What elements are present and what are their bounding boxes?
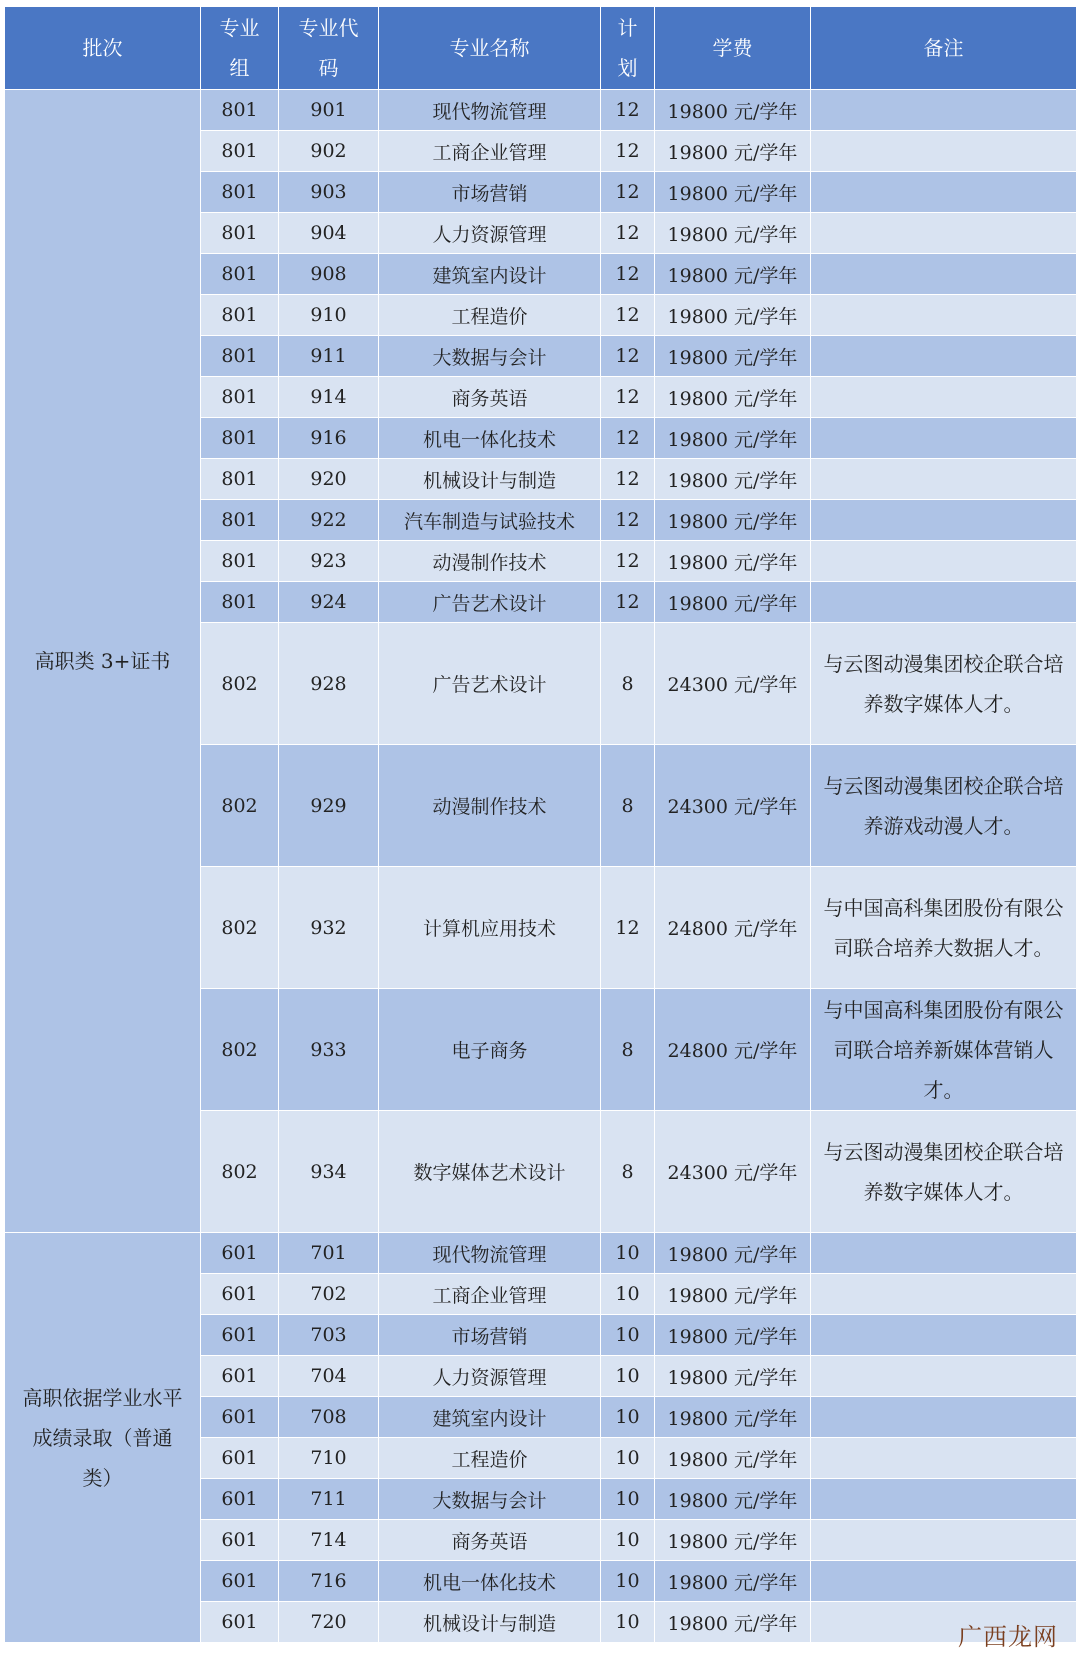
plan-cell: 10 (601, 1274, 655, 1315)
header-fee: 学费 (655, 7, 811, 90)
fee-cell: 19800 元/学年 (655, 1356, 811, 1397)
note-cell (811, 295, 1077, 336)
major-name-cell: 现代物流管理 (379, 1233, 601, 1274)
watermark-logo (958, 1617, 1058, 1652)
plan-cell: 12 (601, 295, 655, 336)
plan-cell: 12 (601, 131, 655, 172)
admission-table (4, 6, 1077, 1643)
code-cell: 901 (279, 90, 379, 131)
major-name-cell: 机电一体化技术 (379, 1561, 601, 1602)
major-name-cell: 工商企业管理 (379, 131, 601, 172)
fee-cell: 19800 元/学年 (655, 1233, 811, 1274)
major-name-cell: 建筑室内设计 (379, 254, 601, 295)
plan-cell: 12 (601, 459, 655, 500)
group-cell: 601 (201, 1274, 279, 1315)
group-cell: 802 (201, 867, 279, 989)
major-name-cell: 大数据与会计 (379, 336, 601, 377)
fee-cell: 19800 元/学年 (655, 1479, 811, 1520)
header-plan-line1: 计 (617, 16, 638, 40)
watermark-text: 广西龙网 (958, 1623, 1058, 1651)
note-cell (811, 1397, 1077, 1438)
note-cell (811, 336, 1077, 377)
fee-cell: 19800 元/学年 (655, 1438, 811, 1479)
note-cell (811, 418, 1077, 459)
plan-cell: 12 (601, 867, 655, 989)
code-cell: 923 (279, 541, 379, 582)
header-code-line2: 码 (318, 56, 339, 80)
group-cell: 801 (201, 295, 279, 336)
plan-cell: 12 (601, 500, 655, 541)
plan-cell: 8 (601, 623, 655, 745)
group-cell: 802 (201, 1111, 279, 1233)
header-code (279, 7, 379, 90)
note-cell (811, 582, 1077, 623)
major-name-cell: 动漫制作技术 (379, 541, 601, 582)
major-name-cell: 市场营销 (379, 172, 601, 213)
code-cell: 910 (279, 295, 379, 336)
code-cell: 711 (279, 1479, 379, 1520)
major-name-cell: 机电一体化技术 (379, 418, 601, 459)
batch-cell-academic-level: 高职依据学业水平成绩录取（普通类） (5, 1233, 201, 1643)
fee-cell: 19800 元/学年 (655, 459, 811, 500)
fee-cell: 19800 元/学年 (655, 254, 811, 295)
plan-cell: 8 (601, 1111, 655, 1233)
note-cell (811, 1356, 1077, 1397)
code-cell: 934 (279, 1111, 379, 1233)
fee-cell: 19800 元/学年 (655, 582, 811, 623)
note-cell (811, 90, 1077, 131)
group-cell: 601 (201, 1602, 279, 1643)
note-cell (811, 1520, 1077, 1561)
code-cell: 922 (279, 500, 379, 541)
major-name-cell: 人力资源管理 (379, 213, 601, 254)
note-cell (811, 131, 1077, 172)
major-name-cell: 人力资源管理 (379, 1356, 601, 1397)
header-plan-line2: 划 (617, 56, 638, 80)
fee-cell: 19800 元/学年 (655, 1561, 811, 1602)
major-name-cell: 电子商务 (379, 989, 601, 1111)
note-cell (811, 459, 1077, 500)
plan-cell: 10 (601, 1438, 655, 1479)
group-cell: 601 (201, 1479, 279, 1520)
header-name: 专业名称 (379, 7, 601, 90)
note-cell (811, 1315, 1077, 1356)
note-text: 与中国高科集团股份有限公司联合培养新媒体营销人才。 (823, 997, 1064, 1102)
plan-cell: 10 (601, 1479, 655, 1520)
note-cell (811, 213, 1077, 254)
fee-cell: 19800 元/学年 (655, 131, 811, 172)
group-cell: 601 (201, 1438, 279, 1479)
code-cell: 703 (279, 1315, 379, 1356)
header-note: 备注 (811, 7, 1077, 90)
note-text: 与云图动漫集团校企联合培养数字媒体人才。 (823, 651, 1064, 716)
major-name-cell: 商务英语 (379, 377, 601, 418)
group-cell: 601 (201, 1561, 279, 1602)
group-cell: 801 (201, 377, 279, 418)
group-cell: 801 (201, 172, 279, 213)
fee-cell: 19800 元/学年 (655, 541, 811, 582)
code-cell: 914 (279, 377, 379, 418)
major-name-cell: 现代物流管理 (379, 90, 601, 131)
fee-cell: 19800 元/学年 (655, 295, 811, 336)
major-name-cell: 广告艺术设计 (379, 623, 601, 745)
group-cell: 801 (201, 459, 279, 500)
fee-cell: 19800 元/学年 (655, 1602, 811, 1643)
plan-cell: 8 (601, 745, 655, 867)
code-cell: 902 (279, 131, 379, 172)
group-cell: 801 (201, 336, 279, 377)
major-name-cell: 广告艺术设计 (379, 582, 601, 623)
note-cell (811, 1438, 1077, 1479)
major-name-cell: 工程造价 (379, 1438, 601, 1479)
major-name-cell: 机械设计与制造 (379, 1602, 601, 1643)
code-cell: 720 (279, 1602, 379, 1643)
fee-cell: 19800 元/学年 (655, 172, 811, 213)
plan-cell: 12 (601, 541, 655, 582)
fee-cell: 19800 元/学年 (655, 418, 811, 459)
major-name-cell: 商务英语 (379, 1520, 601, 1561)
fee-cell: 19800 元/学年 (655, 1274, 811, 1315)
note-cell (811, 1111, 1077, 1233)
header-code-line1: 专业代 (298, 16, 359, 40)
header-row (5, 7, 1077, 90)
header-group-line1: 专业 (219, 16, 260, 40)
group-cell: 801 (201, 541, 279, 582)
note-cell (811, 500, 1077, 541)
plan-cell: 12 (601, 418, 655, 459)
plan-cell: 12 (601, 90, 655, 131)
code-cell: 708 (279, 1397, 379, 1438)
major-name-cell: 数字媒体艺术设计 (379, 1111, 601, 1233)
note-cell (811, 867, 1077, 989)
header-plan (601, 7, 655, 90)
code-cell: 932 (279, 867, 379, 989)
fee-cell: 19800 元/学年 (655, 90, 811, 131)
major-name-cell: 动漫制作技术 (379, 745, 601, 867)
group-cell: 801 (201, 131, 279, 172)
code-cell: 933 (279, 989, 379, 1111)
fee-cell: 19800 元/学年 (655, 500, 811, 541)
group-cell: 801 (201, 500, 279, 541)
group-cell: 601 (201, 1520, 279, 1561)
fee-cell: 24300 元/学年 (655, 1111, 811, 1233)
plan-cell: 12 (601, 172, 655, 213)
fee-cell: 24300 元/学年 (655, 745, 811, 867)
code-cell: 904 (279, 213, 379, 254)
plan-cell: 10 (601, 1397, 655, 1438)
plan-cell: 10 (601, 1561, 655, 1602)
group-cell: 801 (201, 254, 279, 295)
header-batch: 批次 (5, 7, 201, 90)
major-name-cell: 市场营销 (379, 1315, 601, 1356)
code-cell: 911 (279, 336, 379, 377)
major-name-cell: 工程造价 (379, 295, 601, 336)
group-cell: 601 (201, 1397, 279, 1438)
code-cell: 924 (279, 582, 379, 623)
major-name-cell: 工商企业管理 (379, 1274, 601, 1315)
code-cell: 928 (279, 623, 379, 745)
group-cell: 801 (201, 582, 279, 623)
group-cell: 601 (201, 1315, 279, 1356)
code-cell: 916 (279, 418, 379, 459)
group-cell: 601 (201, 1356, 279, 1397)
note-text: 与中国高科集团股份有限公司联合培养大数据人才。 (823, 895, 1064, 960)
plan-cell: 12 (601, 582, 655, 623)
note-cell (811, 1479, 1077, 1520)
code-cell: 710 (279, 1438, 379, 1479)
fee-cell: 24300 元/学年 (655, 623, 811, 745)
group-cell: 802 (201, 989, 279, 1111)
code-cell: 701 (279, 1233, 379, 1274)
fee-cell: 19800 元/学年 (655, 213, 811, 254)
major-name-cell: 机械设计与制造 (379, 459, 601, 500)
group-cell: 802 (201, 745, 279, 867)
plan-cell: 12 (601, 377, 655, 418)
code-cell: 929 (279, 745, 379, 867)
code-cell: 903 (279, 172, 379, 213)
fee-cell: 19800 元/学年 (655, 336, 811, 377)
fee-cell: 19800 元/学年 (655, 1397, 811, 1438)
code-cell: 704 (279, 1356, 379, 1397)
fee-cell: 24800 元/学年 (655, 867, 811, 989)
group-cell: 801 (201, 418, 279, 459)
note-cell (811, 541, 1077, 582)
group-cell: 801 (201, 90, 279, 131)
plan-cell: 12 (601, 336, 655, 377)
code-cell: 714 (279, 1520, 379, 1561)
group-cell: 801 (201, 213, 279, 254)
plan-cell: 12 (601, 213, 655, 254)
code-cell: 702 (279, 1274, 379, 1315)
batch-cell-vocational-certificate: 高职类 3+证书 (5, 90, 201, 1233)
note-cell (811, 989, 1077, 1111)
note-text: 与云图动漫集团校企联合培养游戏动漫人才。 (823, 773, 1064, 838)
note-cell (811, 623, 1077, 745)
header-group (201, 7, 279, 90)
note-cell (811, 254, 1077, 295)
fee-cell: 24800 元/学年 (655, 989, 811, 1111)
fee-cell: 19800 元/学年 (655, 1520, 811, 1561)
fee-cell: 19800 元/学年 (655, 1315, 811, 1356)
plan-cell: 8 (601, 989, 655, 1111)
plan-cell: 10 (601, 1602, 655, 1643)
note-text: 与云图动漫集团校企联合培养数字媒体人才。 (823, 1139, 1064, 1204)
table-row (5, 1233, 1077, 1274)
note-cell (811, 745, 1077, 867)
plan-cell: 10 (601, 1356, 655, 1397)
group-cell: 601 (201, 1233, 279, 1274)
code-cell: 908 (279, 254, 379, 295)
note-cell (811, 377, 1077, 418)
group-cell: 802 (201, 623, 279, 745)
note-cell (811, 1561, 1077, 1602)
major-name-cell: 大数据与会计 (379, 1479, 601, 1520)
plan-cell: 10 (601, 1315, 655, 1356)
plan-cell: 10 (601, 1520, 655, 1561)
plan-cell: 12 (601, 254, 655, 295)
fee-cell: 19800 元/学年 (655, 377, 811, 418)
note-cell (811, 1274, 1077, 1315)
major-name-cell: 汽车制造与试验技术 (379, 500, 601, 541)
major-name-cell: 建筑室内设计 (379, 1397, 601, 1438)
plan-cell: 10 (601, 1233, 655, 1274)
code-cell: 716 (279, 1561, 379, 1602)
major-name-cell: 计算机应用技术 (379, 867, 601, 989)
note-cell (811, 172, 1077, 213)
code-cell: 920 (279, 459, 379, 500)
note-cell (811, 1233, 1077, 1274)
table-row (5, 90, 1077, 131)
header-group-line2: 组 (229, 56, 250, 80)
